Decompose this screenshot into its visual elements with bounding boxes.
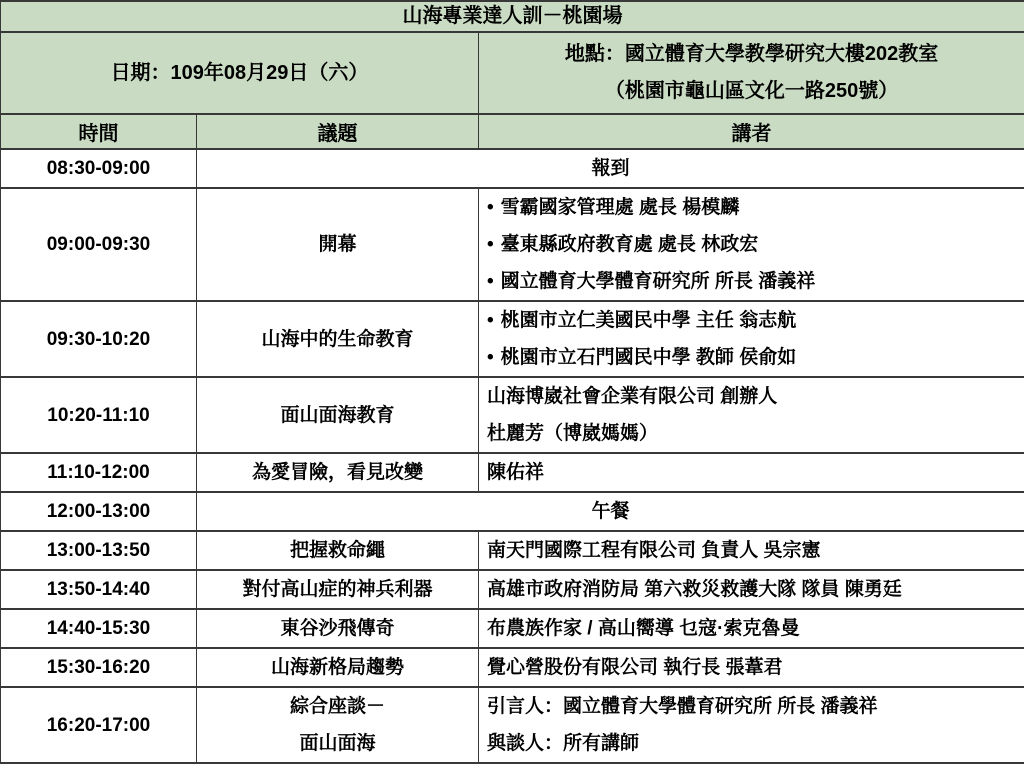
time-text: 15:30-16:20 bbox=[46, 657, 151, 678]
location-line-2: （桃園市龜山區文化一路250號） bbox=[604, 80, 899, 102]
time-text: 12:00-13:00 bbox=[46, 501, 151, 522]
speaker-text: 與談人：所有講師 bbox=[487, 733, 640, 754]
speaker-line bbox=[487, 339, 1016, 376]
speaker-cell bbox=[479, 609, 1024, 648]
topic-cell bbox=[197, 687, 479, 763]
speaker-line bbox=[487, 302, 1016, 339]
topic-text: 把握救命繩 bbox=[289, 540, 385, 561]
time-cell bbox=[1, 149, 197, 188]
speaker-line bbox=[487, 454, 1016, 491]
column-header-speaker: 講者 bbox=[479, 114, 1024, 149]
column-header-row bbox=[1, 114, 1024, 149]
speaker-line bbox=[487, 571, 1016, 608]
speaker-cell bbox=[479, 687, 1024, 763]
speaker-text: 雪霸國家管理處 處長 楊模麟 bbox=[500, 197, 740, 218]
table-row bbox=[1, 687, 1024, 763]
time-text: 11:10-12:00 bbox=[47, 462, 150, 483]
speaker-cell bbox=[479, 377, 1024, 453]
topic-text: 山海中的生命教育 bbox=[261, 328, 414, 350]
topic-cell bbox=[197, 531, 479, 570]
speaker-cell bbox=[479, 570, 1024, 609]
speaker-line bbox=[487, 226, 1016, 263]
bullet-icon: • bbox=[487, 197, 494, 218]
speaker-line bbox=[487, 688, 1016, 725]
time-cell bbox=[1, 453, 197, 492]
topic-text: 面山面海 bbox=[299, 733, 376, 754]
date-text: 日期：109年08月29日（六） bbox=[110, 61, 369, 84]
table-row bbox=[1, 648, 1024, 687]
speaker-text: 國立體育大學體育研究所 所長 潘義祥 bbox=[500, 271, 816, 292]
bullet-icon: • bbox=[487, 271, 494, 292]
time-text: 08:30-09:00 bbox=[46, 158, 151, 179]
speaker-text: 桃園市立石門國民中學 教師 侯俞如 bbox=[500, 347, 797, 368]
speaker-text: 山海博崴社會企業有限公司 創辦人 bbox=[487, 386, 778, 407]
location-cell bbox=[479, 32, 1024, 114]
column-header-time: 時間 bbox=[1, 114, 197, 149]
time-cell bbox=[1, 687, 197, 763]
table-row bbox=[1, 149, 1024, 188]
time-cell bbox=[1, 188, 197, 301]
speaker-line bbox=[487, 415, 1016, 452]
speaker-text: 高雄市政府消防局 第六救災救護大隊 隊員 陳勇廷 bbox=[487, 579, 902, 600]
speaker-text: 桃園市立仁美國民中學 主任 翁志航 bbox=[500, 310, 797, 331]
speaker-cell bbox=[479, 453, 1024, 492]
time-text: 16:20-17:00 bbox=[46, 714, 151, 736]
speaker-cell bbox=[479, 531, 1024, 570]
schedule-body bbox=[1, 149, 1024, 763]
speaker-line bbox=[487, 725, 1016, 762]
table-row bbox=[1, 531, 1024, 570]
topic-cell bbox=[197, 648, 479, 687]
speaker-text: 杜麗芳（博崴媽媽） bbox=[487, 423, 659, 444]
date-cell bbox=[1, 32, 479, 114]
title-row bbox=[1, 1, 1024, 32]
merged-session-cell bbox=[197, 149, 1024, 188]
time-text: 13:50-14:40 bbox=[46, 579, 151, 600]
bullet-icon: • bbox=[487, 347, 494, 368]
time-cell bbox=[1, 531, 197, 570]
table-row bbox=[1, 377, 1024, 453]
topic-cell bbox=[197, 609, 479, 648]
speaker-cell bbox=[479, 188, 1024, 301]
time-cell bbox=[1, 609, 197, 648]
time-text: 09:00-09:30 bbox=[46, 234, 151, 255]
speaker-cell bbox=[479, 301, 1024, 377]
time-cell bbox=[1, 570, 197, 609]
time-cell bbox=[1, 492, 197, 531]
topic-text: 東谷沙飛傳奇 bbox=[280, 618, 395, 639]
speaker-line bbox=[487, 532, 1016, 569]
table-row bbox=[1, 492, 1024, 531]
speaker-line bbox=[487, 649, 1016, 686]
topic-cell bbox=[197, 570, 479, 609]
time-text: 10:20-11:10 bbox=[47, 404, 150, 426]
topic-text: 面山面海教育 bbox=[280, 404, 395, 426]
speaker-text: 布農族作家 / 高山嚮導 乜寇·索克魯曼 bbox=[487, 618, 800, 639]
time-cell bbox=[1, 301, 197, 377]
topic-text: 綜合座談－ bbox=[289, 696, 385, 717]
topic-cell bbox=[197, 301, 479, 377]
table-row bbox=[1, 301, 1024, 377]
merged-session-cell bbox=[197, 492, 1024, 531]
table-row bbox=[1, 188, 1024, 301]
bullet-icon: • bbox=[487, 310, 494, 331]
table-row bbox=[1, 609, 1024, 648]
topic-text: 山海新格局趨勢 bbox=[270, 657, 404, 678]
time-cell bbox=[1, 648, 197, 687]
speaker-text: 南天門國際工程有限公司 負責人 吳宗憲 bbox=[487, 540, 821, 561]
merged-session-text: 午餐 bbox=[591, 501, 630, 522]
speaker-text: 陳佑祥 bbox=[487, 462, 545, 483]
time-text: 13:00-13:50 bbox=[46, 540, 151, 561]
topic-text: 對付高山症的神兵利器 bbox=[242, 579, 433, 600]
speaker-text: 引言人：國立體育大學體育研究所 所長 潘義祥 bbox=[487, 696, 878, 717]
time-text: 09:30-10:20 bbox=[46, 328, 151, 350]
topic-cell bbox=[197, 453, 479, 492]
info-row bbox=[1, 32, 1024, 114]
merged-session-text: 報到 bbox=[591, 158, 630, 179]
topic-text: 開幕 bbox=[318, 234, 357, 255]
location-line-1: 地點：國立體育大學教學研究大樓202教室 bbox=[564, 43, 939, 65]
speaker-text: 臺東縣政府教育處 處長 林政宏 bbox=[500, 234, 759, 255]
speaker-cell bbox=[479, 648, 1024, 687]
table-row bbox=[1, 453, 1024, 492]
speaker-line bbox=[487, 610, 1016, 647]
table-row bbox=[1, 570, 1024, 609]
time-text: 14:40-15:30 bbox=[46, 618, 151, 639]
speaker-text: 覺心營股份有限公司 執行長 張葦君 bbox=[487, 657, 783, 678]
time-cell bbox=[1, 377, 197, 453]
column-header-topic: 議題 bbox=[197, 114, 479, 149]
topic-text: 為愛冒險，看見改變 bbox=[251, 462, 423, 483]
speaker-line bbox=[487, 263, 1016, 300]
topic-cell bbox=[197, 188, 479, 301]
bullet-icon: • bbox=[487, 234, 494, 255]
speaker-line bbox=[487, 378, 1016, 415]
page-title: 山海專業達人訓－桃園場 bbox=[1, 1, 1024, 32]
topic-cell bbox=[197, 377, 479, 453]
speaker-line bbox=[487, 189, 1016, 226]
